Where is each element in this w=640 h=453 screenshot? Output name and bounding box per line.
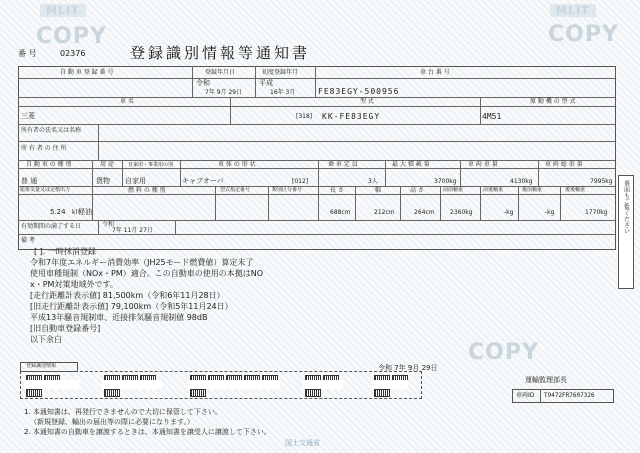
label-vehicle-weight: 車 両 重 量 <box>468 161 498 168</box>
footnote-2: 2. 本通知書の自動車を譲渡するときは、本通知書を譲受人に譲渡して下さい。 <box>24 428 271 436</box>
height-value: 264cm <box>414 209 435 216</box>
redaction <box>372 380 408 389</box>
body-shape-code: [012] <box>292 178 309 185</box>
vehicle-weight-value: 4130kg <box>510 178 533 185</box>
label-model: 型 式 <box>360 98 374 105</box>
label-front-front-axle: 前前軸重 <box>443 187 464 193</box>
engine-model-value: 4M51 <box>482 112 502 121</box>
label-expiry: 有効期間の満了する日 <box>21 223 82 230</box>
redaction <box>24 380 80 389</box>
expiry-era: 令和 <box>102 221 115 228</box>
max-load-value: 3700kg <box>434 178 457 185</box>
code-block <box>26 389 42 397</box>
side-notice <box>618 175 634 289</box>
label-car-name: 車 名 <box>120 98 134 105</box>
remarks-line: [ ]. 一時抹消登録 <box>34 247 96 256</box>
remarks-line: 以下余白 <box>30 335 62 344</box>
vehicle-id-value: T9472FR7607326 <box>544 392 595 399</box>
label-length: 長 さ <box>330 187 344 194</box>
redaction <box>102 380 162 389</box>
issuer-name: 運輸監理部長 <box>525 376 567 384</box>
watermark-copy: COPY <box>468 340 539 365</box>
first-registration-value: 16年 3月 <box>270 89 296 96</box>
car-maker-value: 三菱 <box>21 112 35 120</box>
length-value: 688cm <box>330 209 351 216</box>
expiry-date: 7年 11月 27日 <box>112 227 153 234</box>
label-vehicle-id: 車両ID <box>516 392 535 399</box>
label-use: 用 途 <box>100 161 114 168</box>
label-private-business: 自家用・事業用の別 <box>128 162 174 168</box>
number-value: 02376 <box>60 49 86 58</box>
era-reiwa: 令和 <box>196 79 210 87</box>
remarks-line: 令和7年度エネルギー消費効率（JH25モード燃費値）算定未了 <box>30 258 254 267</box>
label-chassis-number: 車 台 番 号 <box>420 69 450 76</box>
model-value: KK-FE83EGY <box>322 112 381 121</box>
width-value: 212cm <box>374 209 395 216</box>
label-owner-name: 所有者の氏名又は名称 <box>21 127 82 134</box>
ministry-logo: 国土交通省 <box>285 439 320 447</box>
label-fuel: 燃 料 の 種 別 <box>128 187 166 194</box>
issue-date: 令和 7年 9月 29日 <box>378 364 438 372</box>
watermark-mlit: MLIT <box>40 4 86 17</box>
label-registration-date: 登録年月日 <box>205 69 236 76</box>
front-front-axle-value: 2360kg <box>450 209 473 216</box>
code-block <box>305 389 321 397</box>
remarks-line: [走行距離計表示値] 81,500km（令和6年11月28日） <box>30 291 225 300</box>
displacement-value: 5.24 <box>50 208 66 216</box>
document-title: 登録識別情報等通知書 <box>130 44 311 62</box>
rear-front-axle-value: -kg <box>545 209 555 216</box>
remarks-line: 平成13年騒音規制車、近接排気騒音規制値 98dB <box>30 313 208 322</box>
private-value: 自家用 <box>125 177 146 185</box>
label-displacement: 総排気量又は定格出力 <box>20 187 71 193</box>
label-engine-model: 原 動 機 の 型 式 <box>530 98 576 105</box>
label-width: 幅 <box>375 187 382 194</box>
label-first-registration: 初度登録年月 <box>262 69 299 76</box>
label-owner-address: 所 有 者 の 住 所 <box>21 145 67 152</box>
rear-rear-axle-value: 1770kg <box>585 209 608 216</box>
remarks-line: 使用車種規制（NOx・PM）適合。この自動車の使用の本拠はNO <box>30 269 264 278</box>
footnote-1-note: （新規登録、輸出の届出等の際に必要になります。） <box>30 418 194 426</box>
code-block <box>104 389 120 397</box>
capacity-value: 3人 <box>368 178 378 185</box>
displacement-unit: kl <box>72 209 78 216</box>
chassis-number-value: FE83EGY-500956 <box>318 87 400 96</box>
label-registration-number: 自 動 車 登 録 番 号 <box>60 69 114 76</box>
label-type-designation: 型式指定番号 <box>220 187 251 193</box>
label-category-number: 類別区分番号 <box>272 187 303 193</box>
code-block <box>190 389 206 397</box>
redaction <box>303 380 343 389</box>
fuel-value: 軽油 <box>78 208 92 216</box>
gross-weight-value: 7995kg <box>590 178 613 185</box>
label-body-shape: 車 体 の 形 状 <box>218 161 256 168</box>
label-front-rear-axle: 前後軸重 <box>483 187 504 193</box>
label-gross-weight: 車 両 総 重 量 <box>545 161 583 168</box>
number-label: 番 号 <box>18 49 37 58</box>
redaction <box>188 380 280 389</box>
label-rear-rear-axle: 後後軸重 <box>565 187 586 193</box>
side-notice-text: 裏面もご覧ください <box>622 180 630 234</box>
remarks-line: [旧走行距離計表示値] 79,100km（令和5年11月24日） <box>30 302 233 311</box>
model-code-value: [318] <box>296 113 313 120</box>
label-capacity: 乗 車 定 員 <box>328 161 358 168</box>
label-rear-front-axle: 後前軸重 <box>522 187 543 193</box>
label-vehicle-kind: 自 動 車 の 種 別 <box>26 161 72 168</box>
label-height: 高 さ <box>410 187 424 194</box>
front-rear-axle-value: -kg <box>504 209 514 216</box>
label-max-load: 最 大 積 載 量 <box>392 161 430 168</box>
label-remarks: 備 考 <box>21 237 35 244</box>
remarks-line: [旧自動車登録番号] <box>30 324 101 333</box>
watermark-copy: COPY <box>36 24 107 49</box>
watermark-mlit: MLIT <box>550 4 596 17</box>
use-value: 貨物 <box>96 177 110 185</box>
watermark-copy: COPY <box>548 22 619 47</box>
label-registration-info: 登録識別情報 <box>26 363 57 369</box>
remarks-line: x・PM対策地域外です。 <box>30 280 118 289</box>
footnote-1: 1. 本通知書は、再発行できませんので大切に保管して下さい。 <box>24 408 222 416</box>
registration-date-value: 7年 9月 29日 <box>205 89 243 96</box>
code-block <box>374 389 390 397</box>
vehicle-kind-value: 普 通 <box>21 177 38 185</box>
body-shape-value: キャブオーバ <box>182 177 224 185</box>
era-heisei: 平成 <box>259 79 273 87</box>
